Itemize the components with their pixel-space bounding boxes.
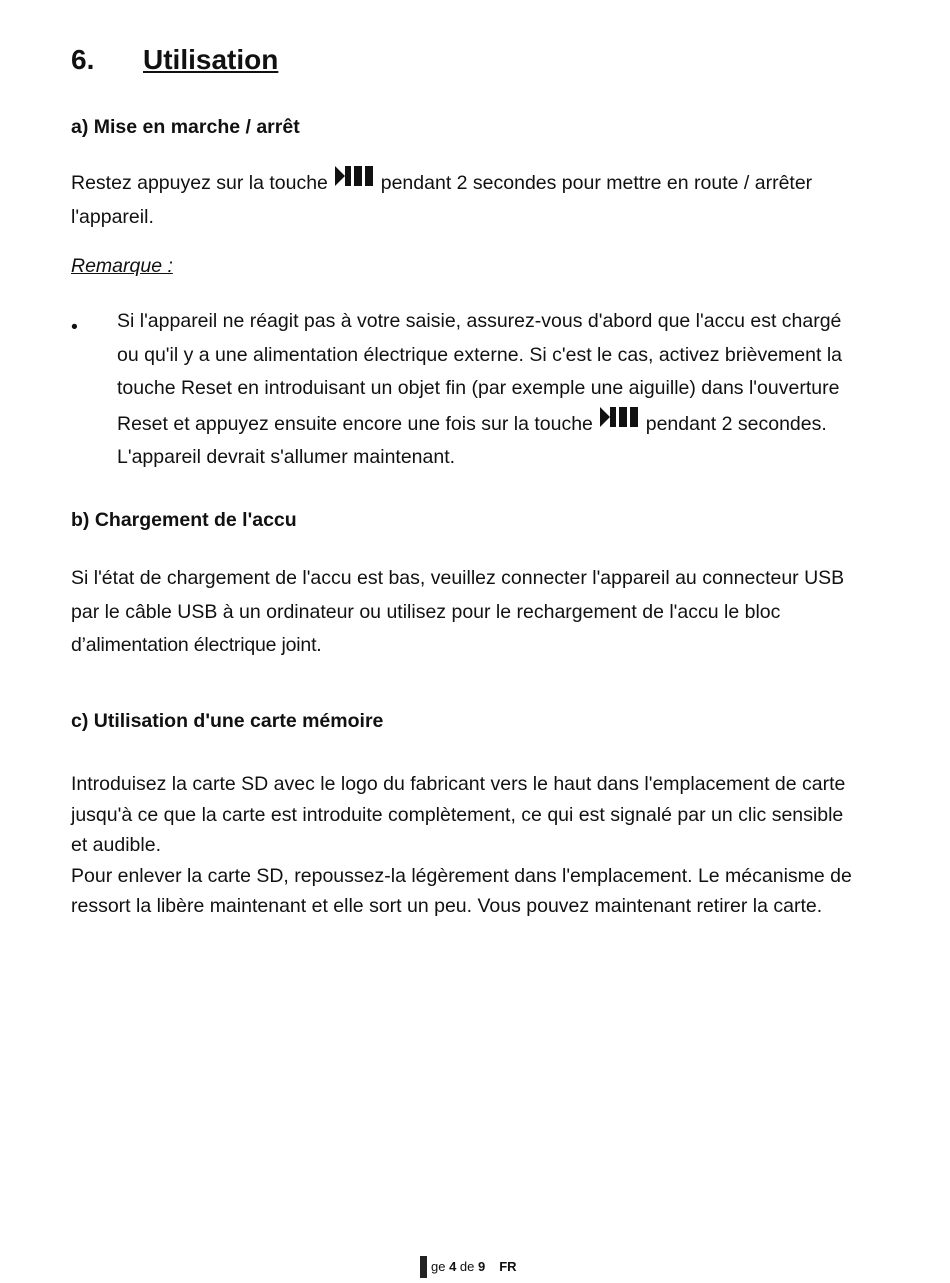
footer-bar-icon <box>420 1256 427 1278</box>
card-line-4: Pour enlever la carte SD, repoussez-la légèrement dans l'emplacement. Le mécanisme de <box>71 864 852 887</box>
footer-page-number: 4 <box>449 1259 457 1274</box>
charging-line-1: Si l'état de chargement de l'accu est bas, veuillez connecter l'appareil au connecteur USB <box>71 567 845 589</box>
bullet-line-2: ou qu'il y a une alimentation électrique externe. Si c'est le cas, activez brièvement la <box>117 343 842 366</box>
power-text-line2: l'appareil. <box>71 205 154 228</box>
paragraph-charging <box>71 562 881 663</box>
bullet-line-1: Si l'appareil ne réagit pas à votre saisie, assurez-vous d'abord que l'accu est chargé <box>117 310 842 332</box>
subsection-heading-a: a) Mise en marche / arrêt <box>71 116 300 138</box>
charging-line-3-end: . <box>316 634 322 656</box>
play-pause-icon <box>598 406 640 428</box>
footer-language: FR <box>499 1259 517 1274</box>
card-line-1: Introduisez la carte SD avec le logo du fabricant vers le haut dans l'emplacement de carte <box>71 773 846 795</box>
charging-line-2: par le câble USB à un ordinateur ou utilisez pour le rechargement de l'accu le bloc <box>71 600 781 623</box>
card-line-5: ressort la libère maintenant et elle sort un peu. Vous pouvez maintenant retirer la carte. <box>71 895 823 917</box>
charging-line-3: d’alimentation électrique joint <box>71 634 317 656</box>
bullet-line-4-start: Reset et appuyez ensuite encore une fois sur la touche <box>117 412 599 435</box>
paragraph-memory-card <box>71 769 881 922</box>
card-line-3: et audible. <box>71 834 161 856</box>
remark-bullet-text <box>117 305 887 475</box>
bullet-line-5: L'appareil devrait s'allumer maintenant. <box>117 446 456 468</box>
power-text-end: pendant 2 secondes pour mettre en route / arrêter <box>375 172 813 194</box>
footer-of: de <box>456 1259 478 1274</box>
bullet-line-4-end: pendant 2 secondes. <box>640 412 827 435</box>
section-title: Utilisation <box>143 44 279 75</box>
card-line-2: jusqu'à ce que la carte est introduite complètement, ce qui est signalé par un clic sensible <box>71 803 844 826</box>
bullet-line-3: touche Reset en introduisant un objet fin (par exemple une aiguille) dans l'ouverture <box>117 377 840 399</box>
play-pause-icon <box>333 165 375 187</box>
subsection-heading-c: c) Utilisation d'une carte mémoire <box>71 710 384 732</box>
section-heading <box>71 44 278 76</box>
footer-prefix: ge <box>431 1259 450 1274</box>
footer-page-total: 9 <box>478 1259 486 1274</box>
power-text-start: Restez appuyez sur la touche <box>71 172 334 194</box>
remark-label: Remarque : <box>71 255 173 277</box>
paragraph-power <box>71 165 881 234</box>
section-number: 6. <box>71 44 95 75</box>
subsection-heading-b: b) Chargement de l'accu <box>71 509 297 531</box>
page-footer <box>420 1256 517 1278</box>
bullet-icon: • <box>71 316 78 338</box>
